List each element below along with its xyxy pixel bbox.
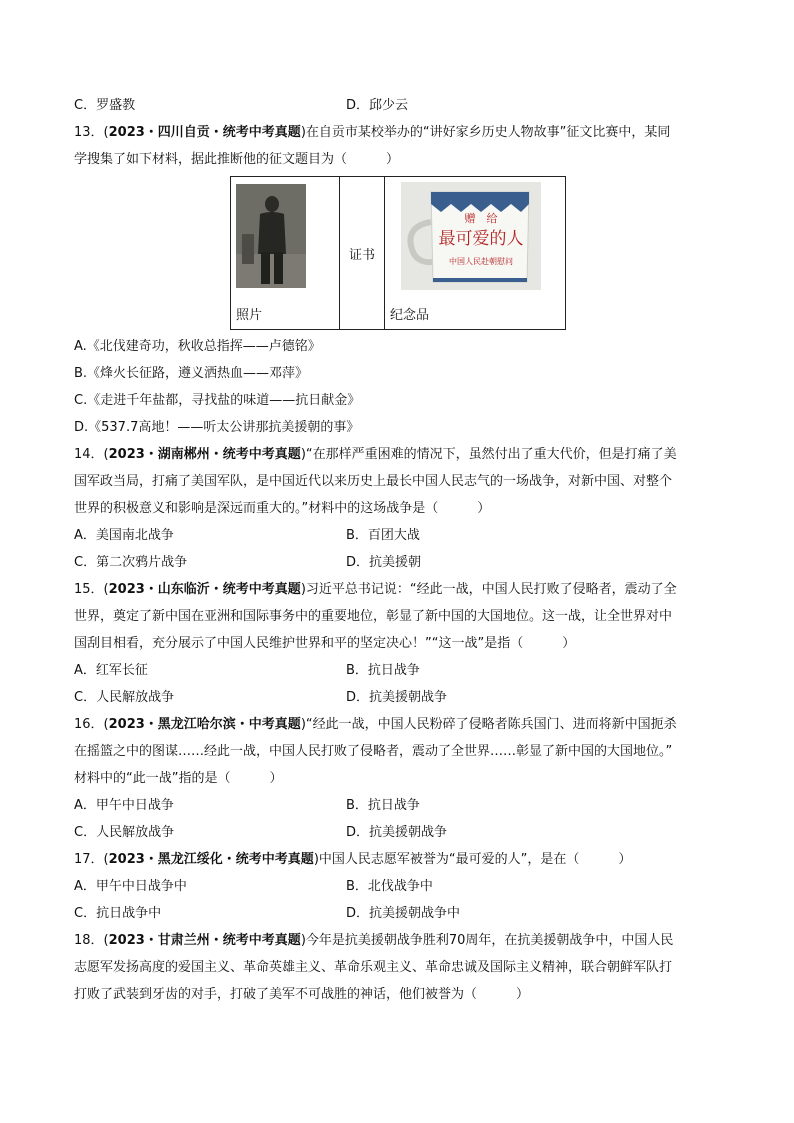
q15-stem-line2: 世界，奠定了新中国在亚洲和国际事务中的重要地位，彰显了新中国的大国地位。这一战，让全世界对中 <box>74 609 673 624</box>
q18-stem-line2: 志愿军发扬高度的爱国主义、革命英雄主义、革命乐观主义、革命忠诚及国际主义精神，联合朝鲜军队打 <box>74 960 673 975</box>
q16-stem-line2: 在摇篮之中的图谋……经此一战，中国人民打败了侵略者，震动了全世界……彰显了新中国的大国地位。” <box>74 744 673 759</box>
question-14 <box>74 441 734 576</box>
q13-photo-cell <box>231 177 340 330</box>
q17-option-c[interactable]: C．抗日战争中 <box>74 906 162 921</box>
question-18 <box>74 927 734 1008</box>
question-15 <box>74 576 734 711</box>
q13-option-a[interactable]: A.《北伐建奇功，秋收总指挥——卢德铭》 <box>74 339 321 354</box>
q13-option-c[interactable]: C.《走进千年盐都，寻找盐的味道——抗日献金》 <box>74 393 361 408</box>
q15-option-b[interactable]: B．抗日战争 <box>346 663 420 678</box>
q13-stem-line2: 学搜集了如下材料，据此推断他的征文题目为（ ） <box>74 152 400 167</box>
enamel-mug-image <box>401 182 541 290</box>
q16-option-b[interactable]: B．抗日战争 <box>346 798 420 813</box>
q13-stem-line1: 13．(2023・四川自贡・统考中考真题)在自贡市某校举办的“讲好家乡历史人物故事”征文比赛中，某同 <box>74 125 671 140</box>
q14-stem-line2: 国军政当局，打痛了美国军队，是中国近代以来历史上最长中国人民志气的一场战争，对新中国、对整个 <box>74 474 673 489</box>
q15-option-c[interactable]: C．人民解放战争 <box>74 690 175 705</box>
q18-stem-line1: 18．(2023・甘肃兰州・统考中考真题)今年是抗美援朝战争胜利70周年，在抗美援朝战争中，中国人民 <box>74 933 674 948</box>
q14-option-d[interactable]: D．抗美援朝 <box>346 555 422 570</box>
q12-option-c[interactable]: C．罗盛教 <box>74 98 136 113</box>
q14-source-tag: 2023・湖南郴州・统考中考真题 <box>108 447 301 462</box>
mug-text-top: 赠 给 <box>464 212 498 225</box>
q15-stem-line1: 15．(2023・山东临沂・统考中考真题)习近平总书记说：“经此一战，中国人民打败了侵略者，震动了全 <box>74 582 677 597</box>
q15-stem-line3: 国刮目相看，充分展示了中国人民维护世界和平的坚定决心！”“这一战”是指（ ） <box>74 636 576 651</box>
q15-option-a[interactable]: A．红军长征 <box>74 663 148 678</box>
q17-option-a[interactable]: A．甲午中日战争中 <box>74 879 187 894</box>
q14-option-b[interactable]: B．百团大战 <box>346 528 420 543</box>
q16-option-d[interactable]: D．抗美援朝战争 <box>346 825 448 840</box>
q15-source-tag: 2023・山东临沂・统考中考真题 <box>108 582 301 597</box>
q13-souvenir-cell <box>385 177 566 330</box>
q13-option-d[interactable]: D.《537.7高地！——听太公讲那抗美援朝的事》 <box>74 420 360 435</box>
q16-stem-line1: 16．(2023・黑龙江哈尔滨・中考真题)“经此一战，中国人民粉碎了侵略者陈兵国门、进而将新中国扼杀 <box>74 717 677 732</box>
q13-photo-caption: 照片 <box>236 308 263 323</box>
q12-options <box>74 92 734 119</box>
q14-option-a[interactable]: A．美国南北战争 <box>74 528 174 543</box>
q16-source-tag: 2023・黑龙江哈尔滨・中考真题 <box>108 717 301 732</box>
question-16 <box>74 711 734 846</box>
q16-stem-line3: 材料中的“此一战”指的是（ ） <box>74 771 283 786</box>
q14-stem-line1: 14．(2023・湖南郴州・统考中考真题)“在那样严重困难的情况下，虽然付出了重大代价，但是打痛了美 <box>74 447 677 462</box>
q16-option-a[interactable]: A．甲午中日战争 <box>74 798 174 813</box>
q18-stem-line3: 打败了武装到牙齿的对手，打破了美军不可战胜的神话，他们被誉为（ ） <box>74 987 530 1002</box>
question-17 <box>74 846 734 927</box>
q13-material-table <box>230 176 566 330</box>
q13-souvenir-caption: 纪念品 <box>390 308 430 323</box>
q13-source-tag: 2023・四川自贡・统考中考真题 <box>108 125 301 140</box>
q17-option-d[interactable]: D．抗美援朝战争中 <box>346 906 461 921</box>
q13-certificate-cell <box>340 177 385 330</box>
soldier-photo-image <box>236 184 306 288</box>
q13-certificate-caption: 证书 <box>348 247 375 263</box>
q17-option-b[interactable]: B．北伐战争中 <box>346 879 433 894</box>
q15-option-d[interactable]: D．抗美援朝战争 <box>346 690 448 705</box>
question-list <box>74 92 734 1008</box>
mug-text-bottom: 中国人民赴朝慰问 <box>449 257 513 266</box>
q14-option-c[interactable]: C．第二次鸦片战争 <box>74 555 188 570</box>
q12-option-d[interactable]: D．邱少云 <box>346 98 409 113</box>
q14-stem-line3: 世界的积极意义和影响是深远而重大的。”材料中的这场战争是（ ） <box>74 501 491 516</box>
q13-option-b[interactable]: B.《烽火长征路，遵义洒热血——邓萍》 <box>74 366 309 381</box>
mug-text-mid: 最可爱的人 <box>438 229 524 249</box>
q17-stem-line1: 17．(2023・黑龙江绥化・统考中考真题)中国人民志愿军被誉为“最可爱的人”，是在（ ） <box>74 852 632 867</box>
q16-option-c[interactable]: C．人民解放战争 <box>74 825 175 840</box>
q17-source-tag: 2023・黑龙江绥化・统考中考真题 <box>108 852 314 867</box>
question-13 <box>74 119 734 441</box>
q18-source-tag: 2023・甘肃兰州・统考中考真题 <box>108 933 301 948</box>
